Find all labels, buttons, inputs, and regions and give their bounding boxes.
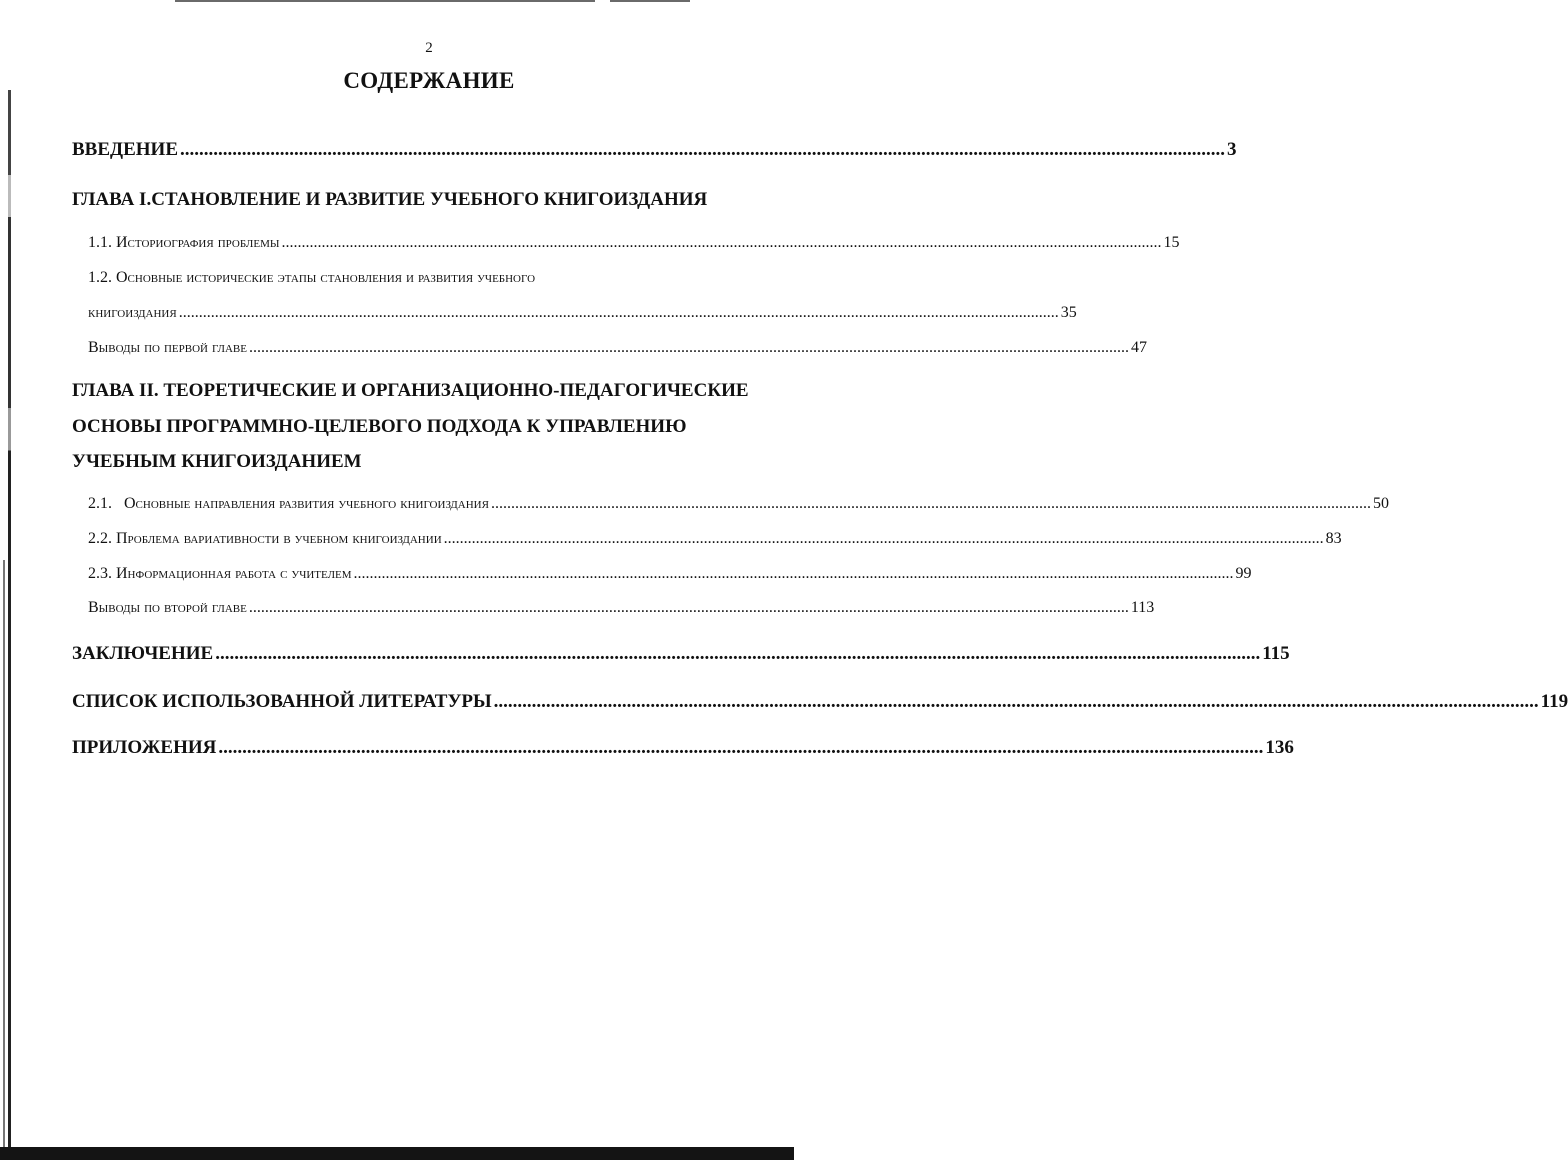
- dot-leader: ............................................................................................................................................................................................................................: [248, 339, 1129, 356]
- toc-entry-page: 35: [1060, 304, 1077, 321]
- scan-left-edge: [8, 90, 11, 1150]
- toc-entry-page: 3: [1227, 139, 1237, 160]
- dot-leader: ............................................................................................................................................................................................................................: [443, 530, 1324, 547]
- chapter-1-heading: ГЛАВА I.СТАНОВЛЕНИЕ И РАЗВИТИЕ УЧЕБНОГО КНИГОИЗДАНИЯ: [72, 189, 708, 210]
- dot-leader: ............................................................................................................................................................................................................................: [493, 691, 1539, 712]
- toc-entry-page: 115: [1262, 643, 1290, 664]
- toc-entry-2-2[interactable]: [88, 530, 1342, 548]
- toc-entry-label: ПРИЛОЖЕНИЯ: [72, 737, 217, 758]
- toc-entry-label: Выводы по второй главе: [88, 599, 247, 616]
- toc-entry-1-conclusions[interactable]: [88, 339, 1147, 357]
- toc-entry-label: 2.3. Информационная работа с учителем: [88, 565, 352, 582]
- chapter-2-heading-line1: ГЛАВА II. ТЕОРЕТИЧЕСКИЕ И ОРГАНИЗАЦИОННО-ПЕДАГОГИЧЕСКИЕ: [72, 380, 749, 401]
- toc-entry-page: 15: [1163, 234, 1180, 251]
- toc-entry-page: 47: [1130, 339, 1147, 356]
- page-number: 2: [425, 40, 433, 56]
- toc-entry-label: ЗАКЛЮЧЕНИЕ: [72, 643, 214, 664]
- dot-leader: ............................................................................................................................................................................................................................: [248, 599, 1129, 616]
- toc-entry-appendices[interactable]: [72, 737, 1294, 759]
- toc-entry-label: 2.2. Проблема вариативности в учебном книгоиздании: [88, 530, 442, 547]
- toc-title: СОДЕРЖАНИЕ: [343, 68, 515, 93]
- toc-entry-page: 83: [1325, 530, 1342, 547]
- scan-bottom-band: [0, 1147, 794, 1160]
- dot-leader: ............................................................................................................................................................................................................................: [178, 304, 1059, 321]
- toc-entry-intro[interactable]: [72, 139, 1237, 161]
- toc-entry-page: 119: [1540, 691, 1568, 712]
- toc-entry-references[interactable]: [72, 691, 1568, 713]
- toc-entry-2-1[interactable]: [88, 495, 1389, 513]
- toc-entry-label: 1.1. Историография проблемы: [88, 234, 280, 251]
- toc-entry-label: ВВЕДЕНИЕ: [72, 139, 178, 160]
- dot-leader: ............................................................................................................................................................................................................................: [490, 495, 1371, 512]
- toc-entry-page: 113: [1130, 599, 1155, 616]
- toc-entry-label: книгоиздания: [88, 304, 177, 321]
- chapter-2-heading-line3: УЧЕБНЫМ КНИГОИЗДАНИЕМ: [72, 451, 362, 472]
- dot-leader: ............................................................................................................................................................................................................................: [353, 565, 1234, 582]
- toc-entry-1-2-line1[interactable]: 1.2. Основные исторические этапы становления и развития учебного: [88, 269, 536, 286]
- toc-entry-label: 2.1. Основные направления развития учебного книгоиздания: [88, 495, 489, 512]
- toc-entry-2-conclusions[interactable]: [88, 599, 1155, 617]
- toc-entry-conclusion[interactable]: [72, 643, 1290, 665]
- toc-entry-page: 50: [1372, 495, 1389, 512]
- dot-leader: ............................................................................................................................................................................................................................: [218, 737, 1264, 758]
- dot-leader: ............................................................................................................................................................................................................................: [180, 139, 1225, 160]
- scan-top-rule: [175, 0, 595, 2]
- toc-entry-2-3[interactable]: [88, 565, 1252, 583]
- dot-leader: ............................................................................................................................................................................................................................: [281, 234, 1162, 251]
- toc-entry-1-2[interactable]: [88, 304, 1077, 322]
- scan-top-rule-2: [610, 0, 690, 2]
- toc-entry-1-1[interactable]: [88, 234, 1180, 252]
- dot-leader: ............................................................................................................................................................................................................................: [215, 643, 1261, 664]
- toc-entry-label: СПИСОК ИСПОЛЬЗОВАННОЙ ЛИТЕРАТУРЫ: [72, 691, 492, 712]
- scan-left-edge-2: [3, 560, 5, 1150]
- toc-entry-page: 136: [1265, 737, 1294, 758]
- toc-entry-page: 99: [1235, 565, 1252, 582]
- chapter-2-heading-line2: ОСНОВЫ ПРОГРАММНО-ЦЕЛЕВОГО ПОДХОДА К УПРАВЛЕНИЮ: [72, 416, 687, 437]
- toc-entry-label: Выводы по первой главе: [88, 339, 247, 356]
